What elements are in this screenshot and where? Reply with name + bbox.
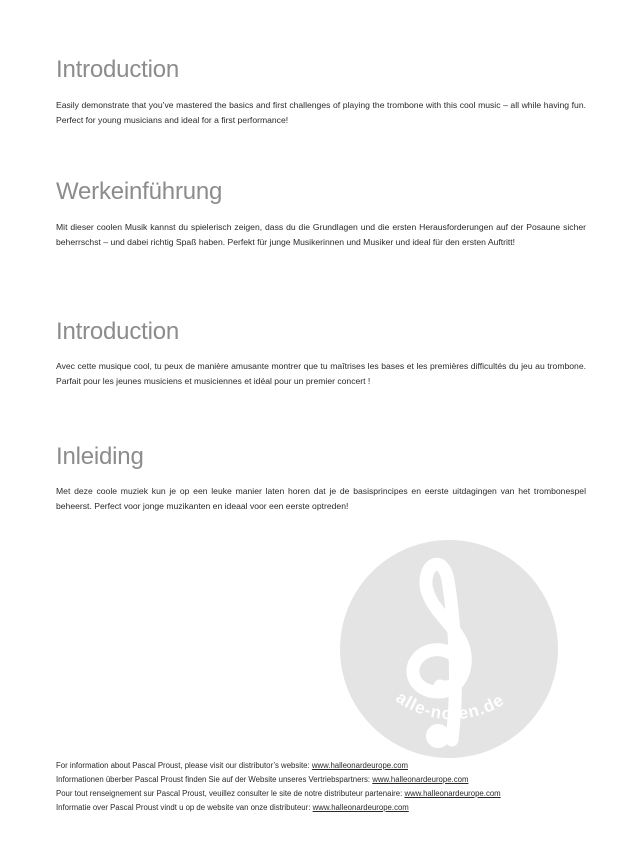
footer-line — [56, 801, 596, 815]
footer-line-text: For information about Pascal Proust, please visit our distributor’s website: — [56, 761, 312, 770]
footer-distributor-info — [56, 759, 596, 815]
distributor-link[interactable]: www.halleonardeurope.com — [311, 761, 409, 770]
footer-line — [56, 759, 596, 773]
section-heading: Werkeinführung — [56, 178, 223, 205]
section-heading: Introduction — [56, 56, 180, 83]
watermark-text: alle-noten.de — [392, 687, 508, 724]
footer-line — [56, 787, 596, 801]
footer-line-text: Informatie over Pascal Proust vindt u op de website van onze distributeur: — [56, 803, 313, 812]
treble-clef-dot — [426, 724, 450, 748]
footer-line-text: Pour tout renseignement sur Pascal Proust, veuillez consulter le site de notre distributeur partenaire: — [56, 789, 405, 798]
section-introduction-fr — [56, 318, 586, 389]
section-inleiding-nl — [56, 443, 586, 514]
section-heading: Introduction — [56, 318, 180, 345]
distributor-link[interactable]: www.halleonardeurope.com — [404, 789, 501, 798]
distributor-link[interactable]: www.halleonardeurope.com — [312, 803, 409, 812]
footer-line — [56, 773, 596, 787]
section-werkeinfuehrung-de — [56, 178, 586, 250]
section-body: Easily demonstrate that you’ve mastered the basics and first challenges of playing the trombone with this cool music – all while having fun. Perfect for young musicians and ideal for a first performance! — [56, 100, 586, 125]
section-introduction-en — [56, 56, 586, 128]
footer-line-text: Informationen überber Pascal Proust finden Sie auf der Website unseres Vertriebspartners: — [56, 775, 373, 784]
section-heading: Inleiding — [56, 443, 144, 470]
treble-clef-watermark-icon — [340, 540, 558, 758]
distributor-link[interactable]: www.halleonardeurope.com — [372, 775, 469, 784]
section-body: Met deze coole muziek kun je op een leuke manier laten horen dat je de basisprincipes en eerste uitdagingen van het trombonespel beheerst. Perfect voor jonge muzikanten en ideaal voor een eerste optreden! — [56, 486, 586, 511]
section-body: Avec cette musique cool, tu peux de manière amusante montrer que tu maîtrises les bases et les premières difficultés du jeu au trombone. Parfait pour les jeunes musiciens et musiciennes et idéal pour un premier concert ! — [56, 361, 586, 386]
section-body: Mit dieser coolen Musik kannst du spielerisch zeigen, dass du die Grundlagen und die ersten Herausforderungen auf der Posaune sicher beherrschst – und dabei richtig Spaß haben. Perfekt für junge Musikerinnen und Musiker und ideal für den ersten Auftritt! — [56, 222, 586, 247]
